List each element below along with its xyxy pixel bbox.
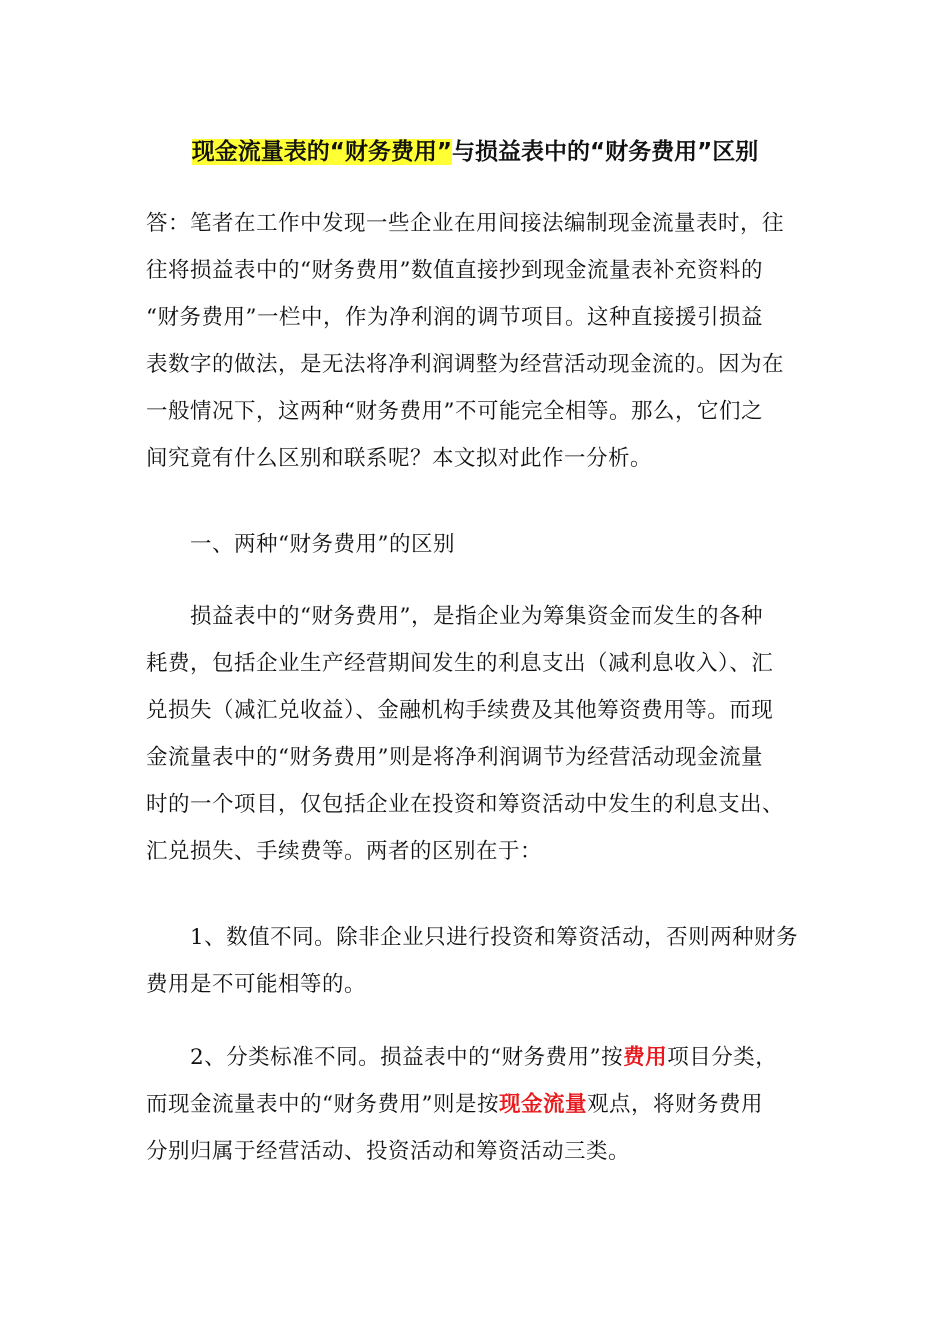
paragraph-line: 时的一个项目，仅包括企业在投资和筹资活动中发生的利息支出、 <box>146 792 785 817</box>
paragraph-line: 表数字的做法，是无法将净利润调整为经营活动现金流的。因为在 <box>146 352 785 377</box>
paragraph-line: 往将损益表中的“财务费用”数值直接抄到现金流量表补充资料的 <box>146 258 763 283</box>
paragraph-line: 汇兑损失、手续费等。两者的区别在于： <box>146 839 543 864</box>
section-heading <box>146 521 796 568</box>
paragraph-line: “财务费用”一栏中，作为净利润的调节项目。这种直接援引损益 <box>146 305 763 330</box>
point-2-paragraph <box>146 1034 796 1175</box>
line-text: 观点，将财务费用 <box>587 1092 764 1117</box>
difference-paragraph <box>146 593 796 875</box>
paragraph-line <box>146 1034 796 1081</box>
title-text: 与损益表中的“财务费用”区别 <box>452 139 759 165</box>
paragraph-line: 一般情况下，这两种“财务费用”不可能完全相等。那么，它们之 <box>146 399 763 424</box>
line-text: 而现金流量表中的“财务费用”则是按 <box>146 1092 499 1117</box>
paragraph-line: 损益表中的“财务费用”，是指企业为筹集资金而发生的各种 <box>190 604 763 629</box>
paragraph-line: 1、数值不同。除非企业只进行投资和筹资活动，否则两种财务 <box>190 925 799 950</box>
paragraph-line: 费用是不可能相等的。 <box>146 972 367 997</box>
line-text: 2、分类标准不同。损益表中的“财务费用”按 <box>190 1045 624 1070</box>
paragraph-line <box>146 1081 796 1128</box>
title-highlighted-text: 现金流量表的“财务费用” <box>191 139 452 165</box>
paragraph-line: 耗费，包括企业生产经营期间发生的利息支出（减利息收入）、汇 <box>146 651 774 676</box>
paragraph-line: 分别归属于经营活动、投资活动和筹资活动三类。 <box>146 1139 631 1164</box>
emphasized-text: 费用 <box>623 1045 668 1070</box>
section-heading-text: 一、两种“财务费用”的区别 <box>190 532 455 557</box>
paragraph-line: 兑损失（减汇兑收益）、金融机构手续费及其他筹资费用等。而现 <box>146 698 774 723</box>
intro-paragraph <box>146 200 796 482</box>
point-1-paragraph <box>146 914 799 1008</box>
paragraph-line: 金流量表中的“财务费用”则是将净利润调节为经营活动现金流量 <box>146 745 763 770</box>
emphasized-text: 现金流量 <box>499 1092 588 1117</box>
line-text: 项目分类， <box>667 1045 778 1070</box>
document-title <box>0 137 950 167</box>
paragraph-line: 答：笔者在工作中发现一些企业在用间接法编制现金流量表时，往 <box>146 211 785 236</box>
paragraph-line: 间究竟有什么区别和联系呢？本文拟对此作一分析。 <box>146 446 653 471</box>
